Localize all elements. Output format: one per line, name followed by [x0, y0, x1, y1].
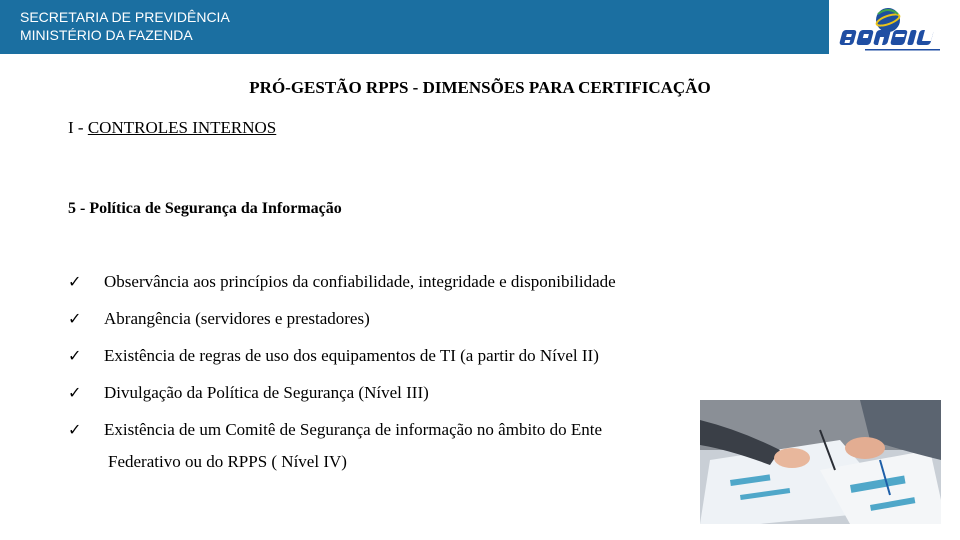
bullet-continuation: Federativo ou do RPPS ( Nível IV) [108, 452, 347, 471]
checkmark-icon: ✓ [68, 346, 82, 365]
slide-title: PRÓ-GESTÃO RPPS - DIMENSÕES PARA CERTIFICAÇÃO [249, 78, 711, 97]
documents-photo-image [700, 400, 941, 524]
brasil-logo [829, 0, 960, 54]
checkmark-icon: ✓ [68, 383, 82, 402]
bullet-text: Existência de regras de uso dos equipamentos de TI (a partir do Nível II) [104, 346, 599, 365]
header-line-ministerio: MINISTÉRIO DA FAZENDA [20, 27, 193, 43]
subsection-heading: 5 - Política de Segurança da Informação [68, 200, 342, 217]
section-heading [68, 118, 276, 138]
header-text [20, 8, 230, 44]
checkmark-icon: ✓ [68, 309, 82, 328]
bullet-text: Observância aos princípios da confiabilidade, integridade e disponibilidade [104, 272, 616, 291]
checkmark-icon: ✓ [68, 420, 82, 439]
header-line-secretaria: SECRETARIA DE PREVIDÊNCIA [20, 9, 230, 25]
section-prefix: I - [68, 118, 88, 137]
bullet-text: Divulgação da Política de Segurança (Nível III) [104, 383, 429, 402]
checkmark-icon: ✓ [68, 272, 82, 291]
bullet-text: Abrangência (servidores e prestadores) [104, 309, 370, 328]
section-label: CONTROLES INTERNOS [87, 118, 277, 137]
bullet-text: Existência de um Comitê de Segurança de informação no âmbito do Ente [104, 420, 603, 439]
people-reviewing-documents-photo [700, 400, 941, 524]
brasil-logo-icon [829, 0, 960, 54]
header-bar [0, 0, 960, 54]
